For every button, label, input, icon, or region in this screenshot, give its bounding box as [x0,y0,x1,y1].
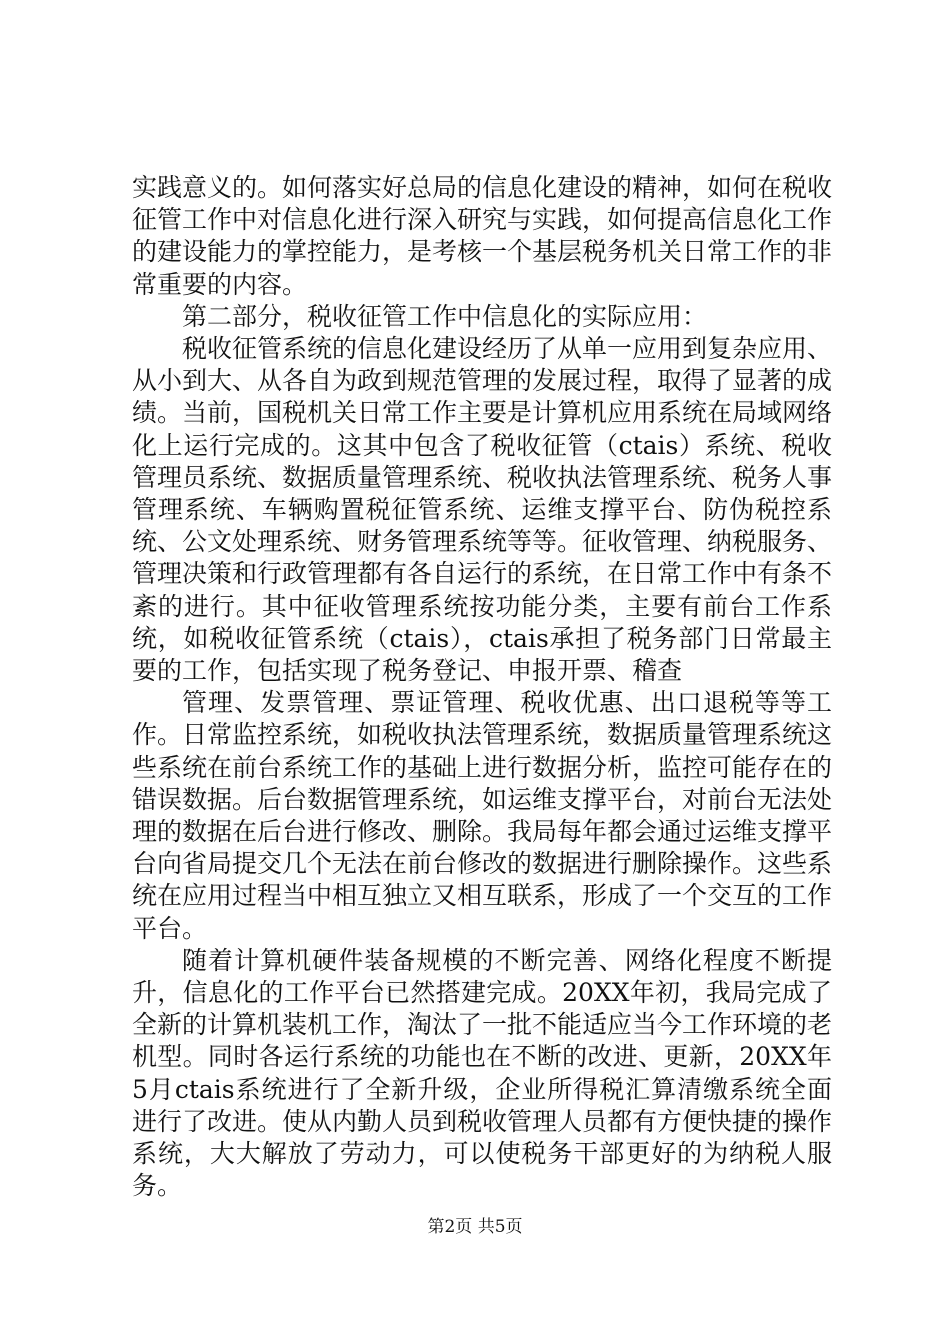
paragraph-4: 管理、发票管理、票证管理、税收优惠、出口退税等等工作。日常监控系统，如税收执法管理系统，数据质量管理系统这些系统在前台系统工作的基础上进行数据分析，监控可能存在的错误数据。后台数据管理系统，如运维支撑平台，对前台无法处理的数据在后台进行修改、删除。我局每年都会通过运维支撑平台向省局提交几个无法在前台修改的数据进行删除操作。这些系统在应用过程当中相互独立又相互联系，形成了一个交互的工作平台。 [132,688,833,943]
paragraph-5: 随着计算机硬件装备规模的不断完善、网络化程度不断提升，信息化的工作平台已然搭建完成。20XX年初，我局完成了全新的计算机装机工作，淘汰了一批不能适应当今工作环境的老机型。同时各运行系统的功能也在不断的改进、更新，20XX年5月ctais系统进行了全新升级，企业所得税汇算清缴系统全面进行了改进。使从内勤人员到税收管理人员都有方便快捷的操作系统，大大解放了劳动力，可以使税务干部更好的为纳税人服务。 [132,945,833,1201]
paragraph-1: 实践意义的。如何落实好总局的信息化建设的精神，如何在税收征管工作中对信息化进行深入研究与实践，如何提高信息化工作的建设能力的掌控能力，是考核一个基层税务机关日常工作的非常重要的内容。 [132,173,833,299]
paragraph-3: 税收征管系统的信息化建设经历了从单一应用到复杂应用、从小到大、从各自为政到规范管理的发展过程，取得了显著的成绩。当前，国税机关日常工作主要是计算机应用系统在局域网络化上运行完成的。这其中包含了税收征管（ctais）系统、税收管理员系统、数据质量管理系统、税收执法管理系统、税务人事管理系统、车辆购置税征管系统、运维支撑平台、防伪税控系统、公文处理系统、财务管理系统等等。征收管理、纳税服务、管理决策和行政管理都有各自运行的系统，在日常工作中有条不紊的进行。其中征收管理系统按功能分类，主要有前台工作系统，如税收征管系统（ctais），ctais承担了税务部门日常最主要的工作，包括实现了税务登记、申报开票、稽查 [132,334,833,686]
document-body [132,172,832,1203]
page-footer: 第2页 共5页 [427,1217,523,1237]
paragraph-section-heading: 第二部分，税收征管工作中信息化的实际应用： [182,301,708,331]
